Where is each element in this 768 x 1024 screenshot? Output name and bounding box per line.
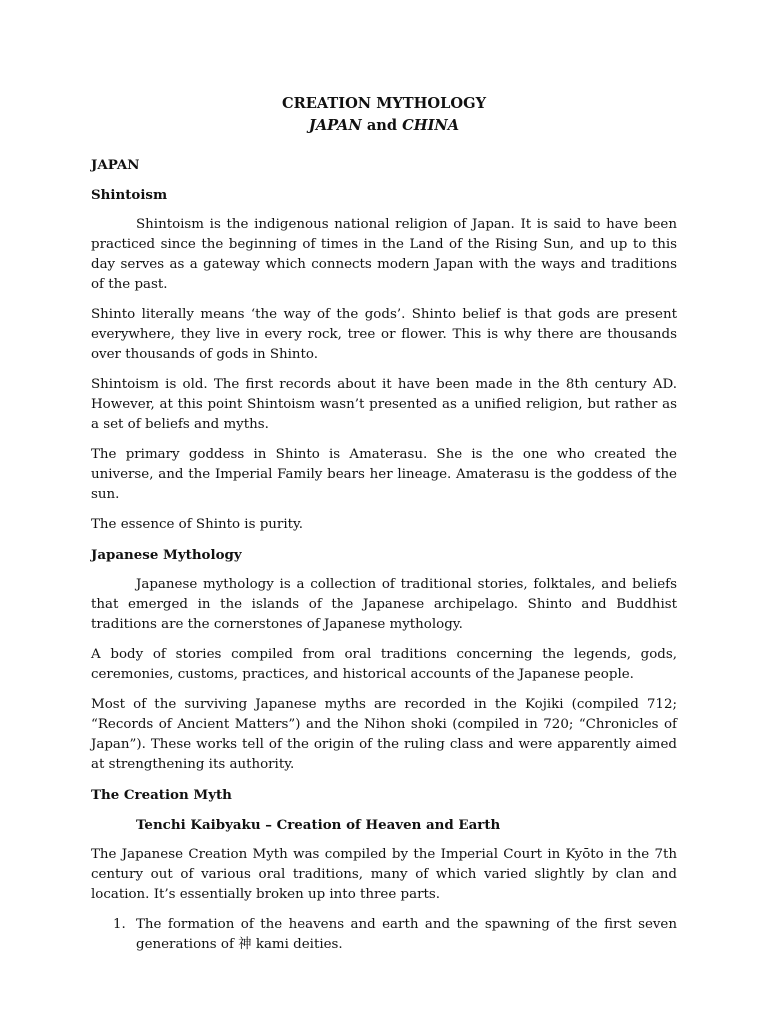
paragraph: Shintoism is the indigenous national religion of Japan. It is said to have been practiced since the beginning of times in the Land of the Rising Sun, and up to this day serves as a gateway which connects modern Japan with the ways and traditions of the past. — [91, 217, 677, 292]
paragraph: A body of stories compiled from oral traditions concerning the legends, gods, ceremonies, customs, practices, and historical accounts of the Japanese people. — [91, 647, 677, 682]
subheading-tenchi-kaibyaku: Tenchi Kaibyaku – Creation of Heaven and Earth — [136, 817, 501, 833]
paragraph: The essence of Shinto is purity. — [91, 517, 304, 532]
document-subtitle — [91, 115, 677, 137]
paragraph: Shinto literally means ‘the way of the gods’. Shinto belief is that gods are present everywhere, they live in every rock, tree or flower. This is why there are thousands over thousands of gods in Shinto. — [91, 307, 677, 362]
paragraph: Shintoism is old. The first records about it have been made in the 8th century AD. However, at this point Shintoism wasn’t presented as a unified religion, but rather as a set of beliefs and myths. — [91, 377, 677, 432]
paragraph: Most of the surviving Japanese myths are recorded in the Kojiki (compiled 712; “Records of Ancient Matters”) and the Nihon shoki (compiled in 720; “Chronicles of Japan”). These works tell of the origin of the ruling class and were apparently aimed at strengthening its authority. — [91, 697, 677, 772]
subtitle-china: CHINA — [402, 117, 460, 134]
heading-japanese-mythology: Japanese Mythology — [91, 547, 242, 563]
paragraph: Japanese mythology is a collection of traditional stories, folktales, and beliefs that emerged in the islands of the Japanese archipelago. Shinto and Buddhist traditions are the cornerstones of Japanese mythology. — [91, 577, 677, 632]
list-number: 1. — [113, 917, 126, 932]
list-item-text: The formation of the heavens and earth and the spawning of the first seven generations of 神 kami deities. — [136, 917, 677, 952]
creation-myth-list — [91, 915, 677, 955]
list-item — [91, 915, 677, 955]
paragraph: The Japanese Creation Myth was compiled by the Imperial Court in Kyōto in the 7th century out of various oral traditions, many of which varied slightly by clan and location. It’s essentially broken up into three parts. — [91, 847, 677, 902]
paragraph: The primary goddess in Shinto is Amaterasu. She is the one who created the universe, and the Imperial Family bears her lineage. Amaterasu is the goddess of the sun. — [91, 447, 677, 502]
document-title: CREATION MYTHOLOGY — [282, 95, 486, 112]
document-body — [91, 93, 677, 955]
heading-shintoism: Shintoism — [91, 187, 168, 203]
title-block — [91, 93, 677, 137]
subtitle-japan: JAPAN — [308, 117, 362, 134]
section-heading-japan: JAPAN — [91, 157, 140, 173]
subtitle-and: and — [361, 117, 403, 134]
heading-creation-myth: The Creation Myth — [91, 787, 232, 803]
